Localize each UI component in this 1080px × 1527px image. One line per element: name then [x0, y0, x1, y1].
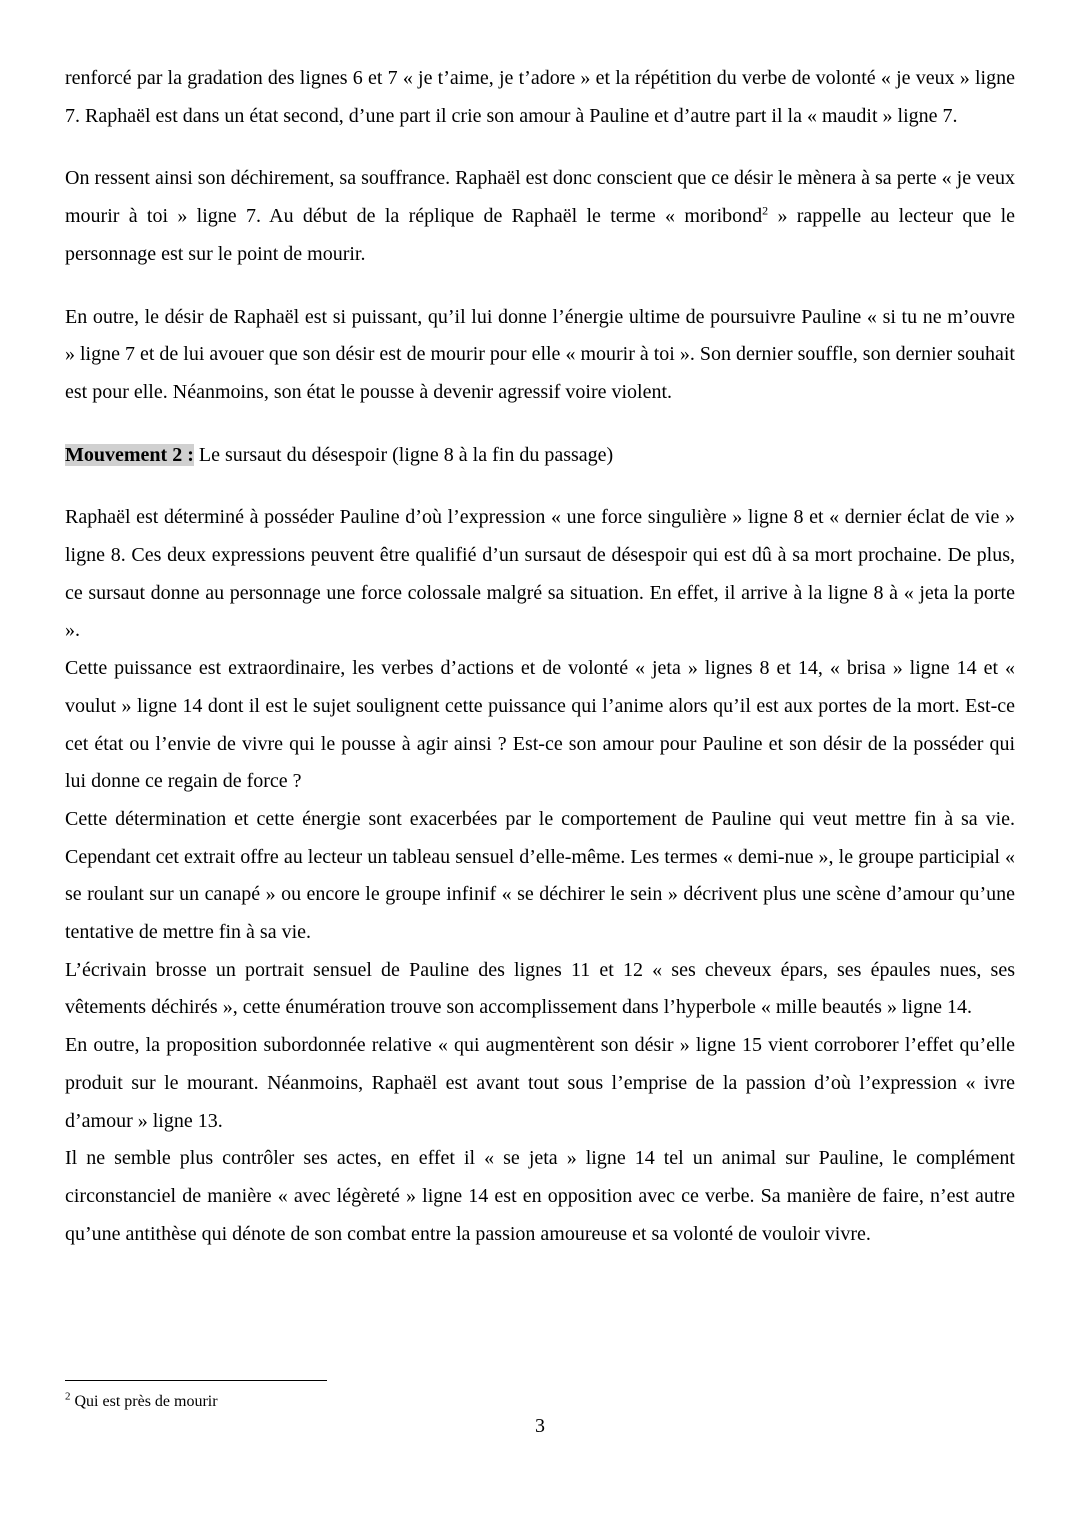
paragraph-2-end: » rappelle au lecteur que le personnage est sur le point de mourir. [65, 205, 1015, 265]
paragraph-9: Il ne semble plus contrôler ses actes, en effet il « se jeta » ligne 14 tel un animal sur Pauline, le complément circonstanciel de manière « avec légèreté » ligne 14 est en opposition avec ce verbe. Sa manière de faire, n’est autre qu’une antithèse qui dénote de son combat entre la passion amoureuse et sa volonté de vouloir vivre. [65, 1147, 1015, 1245]
footnote-number: 2 [65, 1390, 71, 1403]
paragraph-7: L’écrivain brosse un portrait sensuel de Pauline des lignes 11 et 12 « ses cheveux épars, ses épaules nues, ses vêtements déchirés », cette énumération trouve son accomplissement dans l’hyperbole « mille beautés » ligne 14. [65, 958, 1015, 1019]
paragraph-5: Cette puissance est extraordinaire, les verbes d’actions et de volonté « jeta » lignes 8 et 14, « brisa » ligne 14 et « voulut » ligne 14 dont il est le sujet soulignent cette puissance qui l’anime alors qu’il est aux portes de la mort. Est-ce cet état ou l’envie de vivre qui le pousse à agir ainsi ? Est-ce son amour pour Pauline et son désir de la posséder qui lui donne ce regain de force ? [65, 657, 1015, 793]
paragraph-1: renforcé par la gradation des lignes 6 et 7 « je t’aime, je t’adore » et la répétition du verbe de volonté « je veux » ligne 7. Raphaël est dans un état second, d’une part il crie son amour à Pauline et d’autre part il la « maudit » ligne 7. [65, 67, 1015, 127]
section-heading-title: Le sursaut du désespoir (ligne 8 à la fin du passage) [193, 443, 614, 466]
paragraph-4: Raphaël est déterminé à posséder Pauline d’où l’expression « une force singulière » ligne 8 et « dernier éclat de vie » ligne 8. Ces deux expressions peuvent être qualifié d’un sursaut de désespoir qui est dû à sa mort prochaine. De plus, ce sursaut donne au personnage une force colossale malgré sa situation. En effet, il arrive à la ligne 8 à « jeta la porte ». [65, 506, 1015, 642]
footnote [65, 1391, 218, 1413]
section-heading [65, 437, 1015, 475]
footnote-reference: 2 [762, 203, 769, 218]
page-number: 3 [535, 1415, 545, 1437]
paragraph-8: En outre, la proposition subordonnée relative « qui augmentèrent son désir » ligne 15 vient corroborer l’effet qu’elle produit sur le mourant. Néanmoins, Raphaël est avant tout sous l’emprise de la passion d’où l’expression « ivre d’amour » ligne 13. [65, 1034, 1015, 1132]
paragraph-6: Cette détermination et cette énergie sont exacerbées par le comportement de Pauline qui veut mettre fin à sa vie. Cependant cet extrait offre au lecteur un tableau sensuel d’elle-même. Les termes « demi-nue », le groupe participial « se roulant sur un canapé » ou encore le groupe infinif « se déchirer le sein » décrivent plus une scène d’amour qu’une tentative de mettre fin à sa vie. [65, 807, 1015, 944]
section-heading-label: Mouvement 2 : [65, 443, 194, 466]
paragraph-3: En outre, le désir de Raphaël est si puissant, qu’il lui donne l’énergie ultime de poursuivre Pauline « si tu ne m’ouvre » ligne 7 et de lui avouer que son désir est de mourir pour elle « mourir à toi ». Son dernier souffle, son dernier souhait est pour elle. Néanmoins, son état le pousse à devenir agressif voire violent. [65, 305, 1015, 403]
body-text [65, 60, 1015, 1253]
paragraph-2-start: On ressent ainsi son déchirement, sa souffrance. Raphaël est donc conscient que ce désir le mènera à sa perte « je veux mourir à toi » ligne 7. Au début de la réplique de Raphaël le terme « moribond [65, 167, 1015, 228]
footnote-text: Qui est près de mourir [70, 1393, 218, 1410]
footnote-separator [65, 1380, 327, 1381]
paragraph-2 [65, 160, 1015, 273]
